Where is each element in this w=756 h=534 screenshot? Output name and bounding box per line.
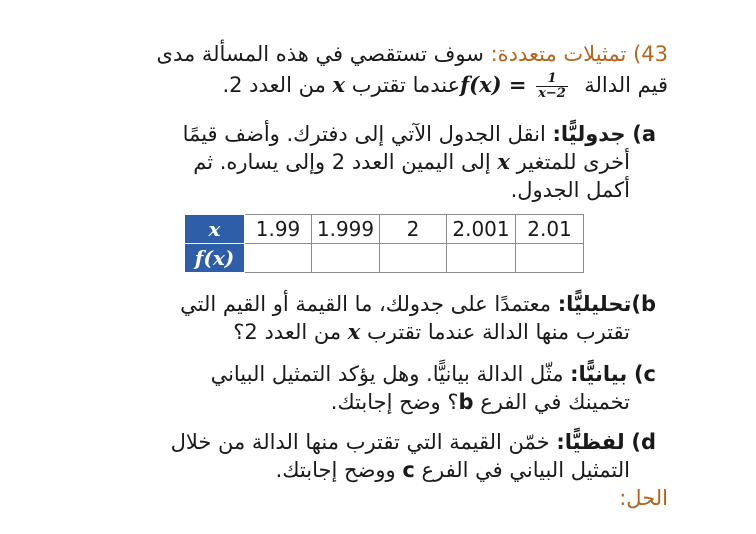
part-c-label: c) <box>633 362 656 386</box>
table-row-x <box>185 215 584 244</box>
part-b <box>180 290 656 346</box>
part-a-line-2 <box>183 148 656 176</box>
problem-number: 43) <box>633 42 668 66</box>
part-b-line-1 <box>180 290 656 318</box>
function-fraction <box>536 72 568 101</box>
part-b-text-2-end: من العدد 2؟ <box>233 320 342 344</box>
solution-label: الحل: <box>619 486 668 510</box>
part-c-heading: بيانيًّا: <box>570 362 628 386</box>
part-a-text-2-end: إلى اليمين العدد 2 وإلى يساره. ثم <box>193 150 491 174</box>
table-cell-fx[interactable] <box>380 244 447 273</box>
part-a-line-3 <box>183 176 656 204</box>
part-a-text-2-start: أخرى للمتغير <box>516 150 630 174</box>
part-d-line-2 <box>171 456 656 484</box>
part-d-text-1: خمّن القيمة التي تقترب منها الدالة من خلال <box>170 430 550 454</box>
table-cell-x: 1.999 <box>312 215 380 244</box>
part-a-text-3: أكمل الجدول. <box>510 178 630 202</box>
values-table <box>184 214 584 273</box>
table-row-fx <box>185 244 584 273</box>
part-a-text-1: انقل الجدول الآتي إلى دفترك. وأضف قيمًا <box>182 122 546 146</box>
part-ref-b: b <box>458 390 474 414</box>
part-c-text-2-start: تخمينك في الفرع <box>480 390 630 414</box>
part-a-label: a) <box>632 122 656 146</box>
table-header-x: x <box>185 215 245 244</box>
fraction-denominator: x−2 <box>538 85 566 101</box>
part-d-text-2-start: التمثيل البياني في الفرع <box>421 458 630 482</box>
part-d-label: d) <box>631 430 656 454</box>
problem-line2-mid: عندما تقترب <box>351 73 461 97</box>
part-b-text-1: معتمدًا على جدولك، ما القيمة أو القيم التي <box>180 292 552 316</box>
problem-43 <box>157 40 668 102</box>
part-b-line-2 <box>180 318 656 346</box>
table-cell-fx[interactable] <box>245 244 312 273</box>
table-header-fx: f(x) <box>185 244 245 273</box>
part-a-line-1 <box>183 120 656 148</box>
part-d <box>171 428 656 484</box>
part-b-label: b) <box>631 292 656 316</box>
problem-line2-end: من العدد 2. <box>222 73 326 97</box>
problem-title: تمثيلات متعددة: <box>490 42 627 66</box>
part-d-text-2-end: ووضح إجابتك. <box>275 458 396 482</box>
table-cell-fx[interactable] <box>516 244 584 273</box>
part-a-heading: جدوليًّا: <box>552 122 626 146</box>
problem-line-1 <box>157 40 668 68</box>
part-b-heading: تحليليًّا: <box>557 292 632 316</box>
table-cell-x: 2 <box>380 215 447 244</box>
problem-line-2 <box>157 68 668 102</box>
function-label: f(x) = <box>460 72 527 97</box>
part-d-heading: لفظيًّا: <box>556 430 625 454</box>
fraction-numerator: 1 <box>536 72 568 87</box>
table-cell-fx[interactable] <box>312 244 380 273</box>
variable-x: x <box>332 72 346 97</box>
variable-x: x <box>497 149 510 174</box>
table-cell-x: 2.001 <box>447 215 516 244</box>
part-c <box>211 360 656 416</box>
problem-intro: سوف تستقصي في هذه المسألة مدى <box>156 42 484 66</box>
variable-x: x <box>347 319 361 344</box>
function-expression <box>460 70 577 101</box>
part-a <box>183 120 656 204</box>
part-c-line-1 <box>211 360 656 388</box>
table-cell-x: 1.99 <box>245 215 312 244</box>
part-ref-c: c <box>402 458 415 482</box>
part-b-text-2-start: تقترب منها الدالة عندما تقترب <box>367 320 630 344</box>
part-c-text-1: مثّل الدالة بيانيًّا. وهل يؤكد التمثيل البياني <box>210 362 564 386</box>
part-c-line-2 <box>211 388 656 416</box>
table-cell-x: 2.01 <box>516 215 584 244</box>
part-c-text-2-end: ؟ وضح إجابتك. <box>330 390 459 414</box>
part-d-line-1 <box>171 428 656 456</box>
table-cell-fx[interactable] <box>447 244 516 273</box>
problem-line2-prefix: قيم الدالة <box>584 73 668 97</box>
